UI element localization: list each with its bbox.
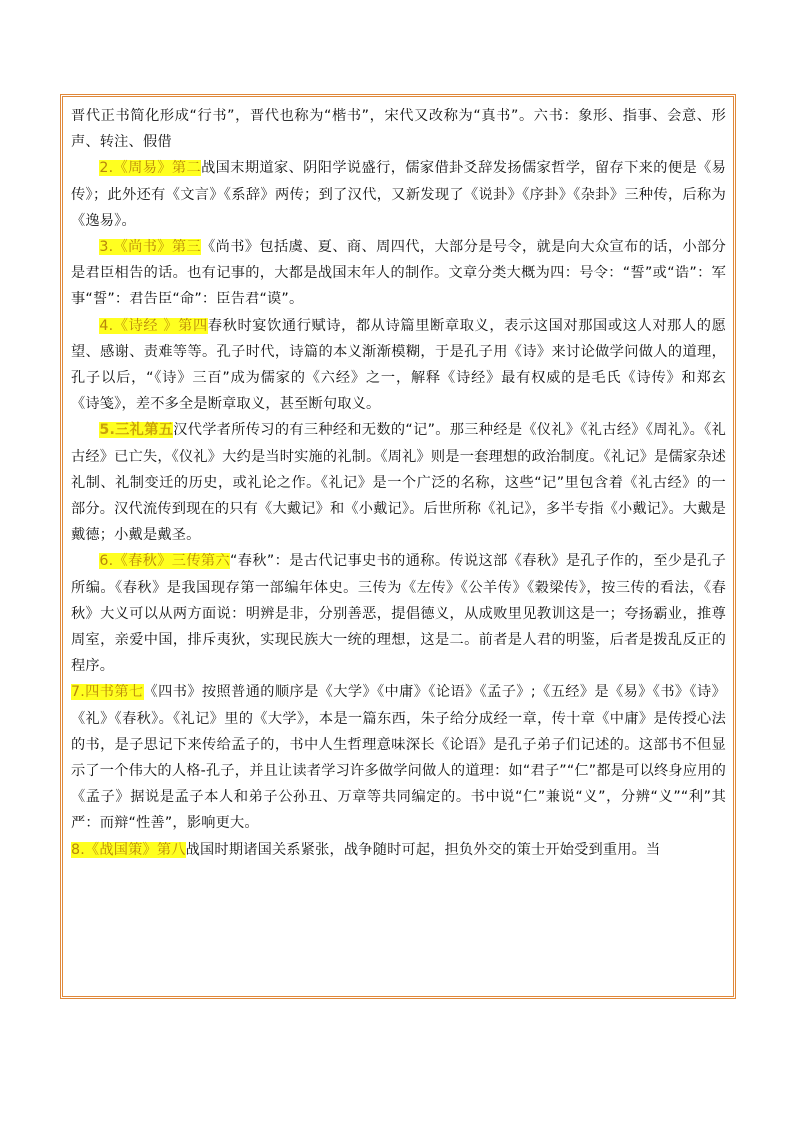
paragraph-body: 战国时期诸国关系紧张，战争随时可起，担负外交的策士开始受到重用。当 (185, 841, 661, 858)
section-heading: 7.四书第七 (71, 684, 144, 701)
paragraph-shangshu (71, 234, 726, 313)
paragraph-body: 汉代学者所传习的有三种经和无数的“记”。那三种经是《仪礼》《礼古经》《周礼》。《礼古经》已亡失，《仪礼》大约是当时实施的礼制。《周礼》则是一套理想的政治制度。《礼记》是儒家杂述礼制、礼制变迁的历史，或礼论之作。《礼记》是一个广泛的名称，这些“记”里包含着《礼古经》的一部分。汉代流传到现在的只有《大戴记》和《小戴记》。后世所称《礼记》，多半专指《小戴记》。大戴是戴德；小戴是戴圣。 (71, 422, 726, 544)
paragraph-zhanguoce (71, 837, 726, 863)
paragraph-sishu (71, 679, 726, 836)
paragraph-body: 《尚书》包括虞、夏、商、周四代，大部分是号令，就是向大众宣布的话，小部分是君臣相告的话。也有记事的，大都是战国末年人的制作。文章分类大概为四：号令：“誓”或“诰”：军事“誓”：君告臣“命”：臣告君“谟”。 (71, 239, 727, 308)
paragraph-intro (71, 103, 726, 155)
paragraph-sanli (71, 417, 726, 548)
section-heading: 8.《战国策》第八 (71, 841, 186, 858)
section-heading: 5.三礼第五 (99, 422, 174, 439)
paragraph-zhouyi (71, 155, 726, 234)
paragraph-body: 《四书》按照普通的顺序是《大学》《中庸》《论语》《孟子》;《五经》是《易》《书》《诗》《礼》《春秋》。《礼记》里的《大学》，本是一篇东西，朱子给分成经一章，传十章《中庸》是传授心法的书，是子思记下来传给孟子的，书中人生哲理意味深长《论语》是孔子弟子们记述的。这部书不但显示了一个伟大的人格-孔子，并且让读者学习许多做学问做人的道理：如“君子”“仁”都是可以终身应用的《孟子》据说是孟子本人和弟子公孙丑、万章等共同编定的。书中说“仁”兼说“义”，分辨“义”“利”其严：而辩“性善”，影响更大。 (71, 684, 726, 832)
paragraph-body: “春秋”：是古代记事史书的通称。传说这部《春秋》是孔子作的，至少是孔子所编。《春秋》是我国现存第一部编年体史。三传为《左传》《公羊传》《穀梁传》，按三传的看法，《春秋》大义可以从两方面说：明辨是非，分别善恶，提倡德义，从成败里见教训这是一；夸扬霸业，推尊周室，亲爱中国，排斥夷狄，实现民族大一统的理想，这是二。前者是人君的明鉴，后者是拨乱反正的程序。 (71, 553, 727, 675)
paragraph-body: 战国末期道家、阴阳学说盛行，儒家借卦爻辞发扬儒家哲学，留存下来的便是《易传》；此外还有《文言》《系辞》两传；到了汉代，又新发现了《说卦》《序卦》《杂卦》三种传，后称为《逸易》。 (71, 160, 727, 229)
section-heading: 4.《诗经 》第四 (99, 317, 208, 334)
section-heading: 2.《周易》第二 (99, 160, 202, 177)
paragraph-body: 春秋时宴饮通行赋诗，都从诗篇里断章取义，表示这国对那国或这人对那人的愿望、感谢、责难等等。孔子时代，诗篇的本义渐渐模糊，于是孔子用《诗》来讨论做学问做人的道理，孔子以后，“《诗》三百”成为儒家的《六经》之一，解释《诗经》最有权威的是毛氏《诗传》和郑玄《诗笺》，差不多全是断章取义，甚至断句取义。 (71, 317, 726, 413)
section-heading: 6.《春秋》三传第六 (99, 553, 231, 570)
paragraph-chunqiu (71, 548, 726, 679)
paragraph-body: 晋代正书简化形成“行书”，晋代也称为“楷书”，宋代又改称为“真书”。六书：象形、指事、会意、形声、转注、假借 (71, 108, 726, 151)
section-heading: 3.《尚书》第三 (99, 239, 202, 256)
paragraph-shijing (71, 313, 726, 418)
text-frame (60, 94, 736, 999)
